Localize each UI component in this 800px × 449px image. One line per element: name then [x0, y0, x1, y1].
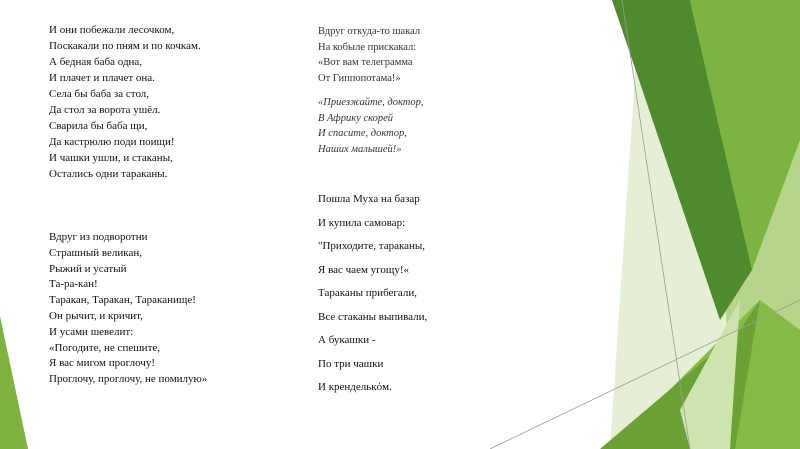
- poem-line: Села бы баба за стол,: [49, 88, 150, 100]
- poem-line: От Гиппопотама!»: [318, 72, 401, 84]
- poem-line: Наших малышей!»: [318, 143, 402, 155]
- poem-line: Да кастрюлю поди поищи!: [49, 136, 175, 148]
- poem-line: Я вас мигом проглочу!: [49, 357, 155, 370]
- left-green-triangle: [0, 316, 28, 449]
- poem-line: И спасите, доктор,: [318, 128, 407, 139]
- poem-line: И кренделькόм.: [318, 381, 392, 393]
- poem-line: Рыжий и усатый: [49, 262, 127, 275]
- poem-line: И чашки ушли, и стаканы,: [49, 152, 173, 164]
- poem-line: «Вот вам телеграмма: [318, 57, 413, 68]
- poem-line: По три чашки: [318, 357, 384, 370]
- poem-line: И они побежали лесочком,: [49, 24, 175, 36]
- poem-line: И усами шевелит:: [49, 325, 134, 338]
- poem-line: А букашки -: [318, 334, 376, 346]
- poem-line: Поскакали по пням и по кочкам.: [49, 40, 201, 52]
- poem-stanza-right-bottom: [318, 188, 427, 400]
- poem-stanza-left-top: [49, 22, 201, 182]
- poem-line: А бедная баба одна,: [49, 56, 143, 68]
- poem-line: И купила самовар:: [318, 216, 406, 229]
- poem-stanza-right-top: [318, 24, 420, 86]
- poem-line: "Приходите, тараканы,: [318, 240, 426, 252]
- poem-line: И плачет и плачет она.: [49, 72, 155, 84]
- poem-line: «Приезжайте, доктор,: [318, 97, 424, 108]
- poem-line: Та-ра-кан!: [49, 278, 98, 291]
- poem-line: Сварила бы баба щи,: [49, 120, 148, 132]
- poem-line: Да стол за ворота ушёл.: [49, 104, 161, 116]
- poem-line: Пошла Муха на базар: [318, 193, 420, 205]
- poem-stanza-right-italic: [318, 95, 423, 157]
- poem-line: Остались одни тараканы.: [49, 168, 168, 180]
- poem-stanza-left-bottom: [49, 230, 207, 388]
- poem-line: Тараканы прибегали,: [318, 287, 418, 299]
- poem-line: Все стаканы выпивали,: [318, 310, 428, 323]
- poem-line: Проглочу, проглочу, не помилую»: [49, 373, 208, 386]
- poem-line: «Погодите, не спешите,: [49, 341, 161, 354]
- poem-line: Он рычит, и кричит,: [49, 309, 143, 322]
- poem-line: Страшный великан,: [49, 246, 142, 259]
- poem-line: На кобыле прискакал:: [318, 41, 417, 53]
- poem-line: Я вас чаем угощу!«: [318, 263, 410, 276]
- poem-line: Таракан, Таракан, Тараканище!: [49, 294, 196, 307]
- poem-line: Вдруг откуда-то шакал: [318, 26, 421, 37]
- poem-line: В Африку скорей: [318, 112, 394, 124]
- poem-line: Вдруг из подворотни: [49, 231, 148, 243]
